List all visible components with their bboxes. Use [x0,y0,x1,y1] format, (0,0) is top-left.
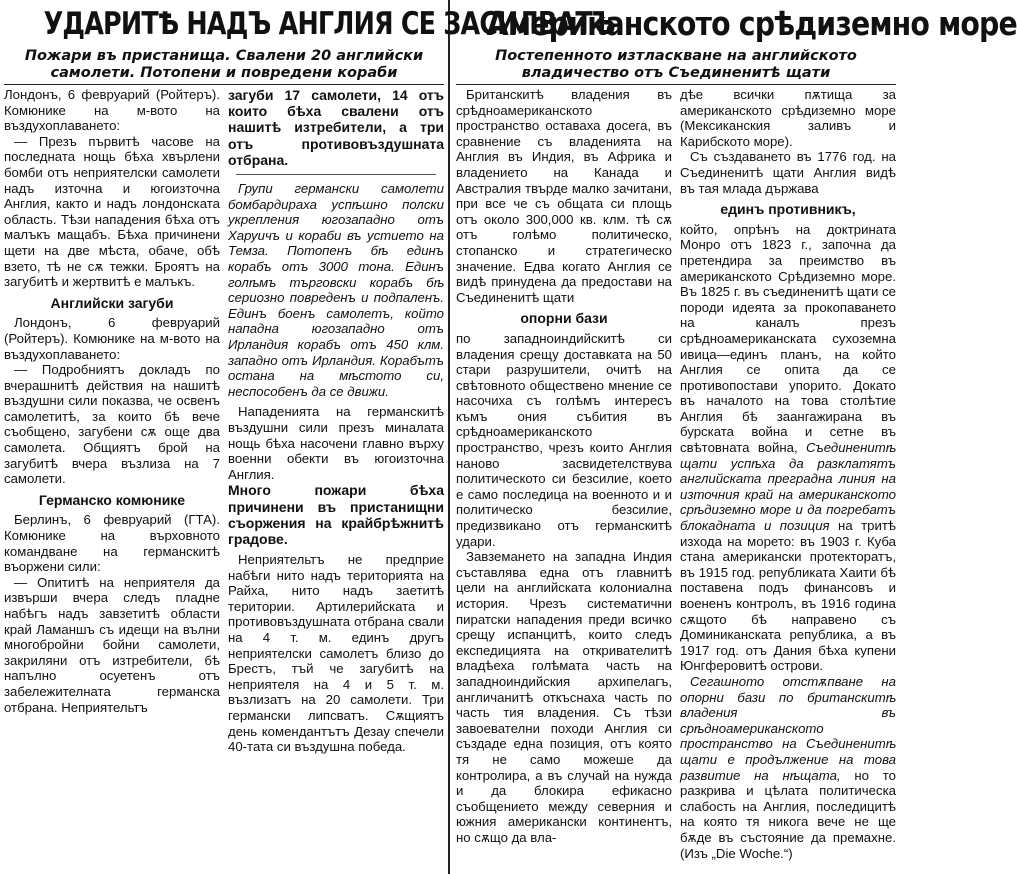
article-columns [0,87,448,847]
paragraph-italic: Групи германски самолети бомбардираха успѣшно полски укрепления югозападно отъ Харуичъ и кораби въ устието на Темза. Потопенъ бѣ единъ корабъ отъ 3000 тона. Единъ голѣмъ търговски корабъ бѣ сериозно повреденъ и подпаленъ. Единъ боенъ самолетъ, който нападна югозападно отъ Ирландия корабъ отъ 450 клм. западно отъ Ирландия. Корабътъ остана на мѣстото си, неспособенъ да се движи. [228,181,444,399]
headline-american-mediterranean: Американското срѣдиземно море [486,4,1017,43]
paragraph: Лондонъ, 6 февруарий (Ройтеръ). Комюнике на м-вото на въздухоплаването: [4,315,220,362]
section-heading-bases: опорни бази [520,310,608,327]
paragraph: — Опититѣ на неприятеля да извърши вчера следъ пладне набѣгъ надъ завзетитѣ области край Ламаншъ съ идещи на вълни многобройни бойни самолети, закриляни отъ изтребители, бѣ напълно осуетенъ отъ забележителната германска отбрана. Неприятельтъ [4,574,220,715]
paragraph-text: който, опрѣнъ на доктрината Монро отъ 1823 г., започна да претендира за преимство въ американското Срѣдиземно море. Въ 1825 г. въ съединенитѣ щати се породи идеята за прокопаването на каналъ презъ срѣдноамериканската сухоземна ивица—единъ планъ, на който Англия се опита да се противопостави упорито. Докато въ началото на това столѣтие Англия бѣ заангажирана въ бурската война и сетне въ свѣтовната война, [680,221,896,456]
paragraph: Лондонъ, 6 февруарий (Ройтеръ). Комюнике на м-вото на въздухоплаването: [4,87,220,134]
paragraph-bold: Много пожари бѣха причинени въ пристанищни съоржения на крайбрѣжнитѣ градове. [228,482,444,547]
paragraph-bold: загуби 17 самолети, 14 отъ които бѣха свалени отъ нашитѣ изтребители, а три отъ противовъздушната отбрана. [228,87,444,168]
paragraph: дѣе всички пѫтища за американското срѣдиземно море (Мексиканския заливъ и Карибското море). [680,87,896,149]
paragraph-text: на тритѣ изхода на морето: въ 1903 г. Куба стана американски протекторатъ, въ 1915 год. републиката Хаити бѣ поставена подъ финансовъ и воененъ контролъ, въ 1916 година сѫщото бѣ направено съ Доминиканската република, а въ 1917 год. отъ Дания бѣха купени Юнгферовитѣ острови. [680,518,896,674]
paragraph [680,222,896,674]
paragraph [680,674,896,861]
column-1 [4,87,220,847]
section-heading-opponent: единъ противникъ, [720,201,856,218]
paragraph: Нападенията на германскитѣ въздушни сили презъ миналата нощь бѣха насочени главно върху военни обекти въ югоизточна Англия. [228,404,444,482]
article-columns [452,87,900,861]
paragraph: Британскитѣ владения въ срѣдноамериканското пространство оставаха досега, въ сравнение съ владенията на Англия въ Индия, въ Африка и владението на Канада и Австралия твърде малко зачитани, при все че съ общата си площь отъ около 300,000 кв. клм. тѣ сѫ отъ голѣмо политическо, стопанско и стратегическо значение. Едва когато Англия се видѣ принудена да предостави на Съединенитѣ щати [456,87,672,305]
column-2 [228,87,444,847]
column-2 [680,87,896,861]
divider [456,84,896,85]
subheadline-american-mediterranean: Постепенното изтласкване на английското владичество отъ Съединенитѣ щати [495,48,857,81]
paragraph: — Подробниятъ докладъ по вчерашнитѣ действия на нашитѣ въздушни сили показва, че освенъ самолетитѣ, за които бѣ вече съобщено, загубени сѫ още два самолета. Общиятъ брой на загубитѣ вчера възлиза на 7 самолети. [4,362,220,487]
subheadline-air-raids: Пожари въ пристанища. Свалени 20 английски самолети. Потопени и повредени кораби [24,48,424,81]
section-heading-german-communique: Германско комюнике [38,491,186,508]
divider [4,84,444,85]
headline-air-raids: УДАРИТѢ НАДЪ АНГЛИЯ СЕ ЗАСИЛВАТЪ [43,6,615,42]
divider [236,174,436,175]
paragraph: Завземането на западна Индия съставлява една отъ главнитѣ цели на английската колониална история. Чрезъ систематични пиратски нападения преди всичко срещу испанцитѣ, които следъ експедицията на откривателитѣ владѣеха голѣмата часть на западноиндийския архипелагъ, англичанитѣ откъснаха часть по часть тия владения. Съ тѣзи завоевателни походи Англия си създаде една позиция, отъ която тя не само можеше да контролира, а въ случай на нужда и да блокира ефикасно съобщението между северния и южния американски континентъ, но сѫщо да вла- [456,549,672,845]
paragraph: по западноиндийскитѣ си владения срещу доставката на 50 стари разрушители, очитѣ на свѣтовното обществено мнение се насочиха съ голѣмъ интересъ къмъ ония събития въ срѣдноамериканското пространство, чрезъ които Англия наново засвидетелствува политическото си безсилие, което е само последица на военното и и политическо безсилие, предизвикано отъ германскитѣ удари. [456,330,672,549]
column-1 [456,87,672,847]
paragraph-italic-text: Сегашното отстѫпване на опорни бази по британскитѣ владения въ срѣдноамериканското пространство на Съединенитѣ щати е продължение на това развитие на нѣщата, [680,673,896,783]
paragraph-text: но то разкрива и цѣлата политическа слабость на Англия, последицитѣ на която тя никога вече не ще бѫде въ състояние да премахне. (Изъ „Die Woche.“) [680,767,896,861]
paragraph: Берлинъ, 6 февруарий (ГТА). Комюнике на върховното командване на германскитѣ въоржени сили: [4,512,220,575]
paragraph: Неприятельтъ не предприе набѣги нито надъ територията на Райха, нито надъ заетитѣ територии. Артилерийската и противовъздушната отбрана свали на 4 т. м. единъ другъ неприятелски самолетъ близо до Брестъ, тъй че загубитѣ на неприятеля на 4 и 5 т. м. възлизатъ на 20 самолети. Три германски липсватъ. Сѫщиятъ день комендантътъ Дезау спечели 40-тата си въздушна победа. [228,552,444,755]
article-american-mediterranean [452,0,1017,874]
paragraph-italic-text: Съединенитѣ щати успѣха да разклатятъ английската преградна линия на източния край на американското срѣдиземно море и да погребатъ блокадната и позиция [680,440,896,534]
section-heading-english-losses: Английски загуби [50,294,174,311]
paragraph: Съ създаването въ 1776 год. на Съединенитѣ щати Англия видѣ въ тая млада държава [680,149,896,196]
paragraph: — Презъ първитѣ часове на последната нощь бѣха хвърлени бомби отъ неприятелски самолети надъ източна и югоизточна Англия, както и надъ лондонската область. Тѣзи нападения бѣха отъ малъкъ мащабъ. Бѣха причинени щети на две мѣста, обаче, обѣ взето, тѣ не сѫ тежки. Броятъ на загубитѣ и жертвитѣ е малъкъ. [4,133,220,290]
